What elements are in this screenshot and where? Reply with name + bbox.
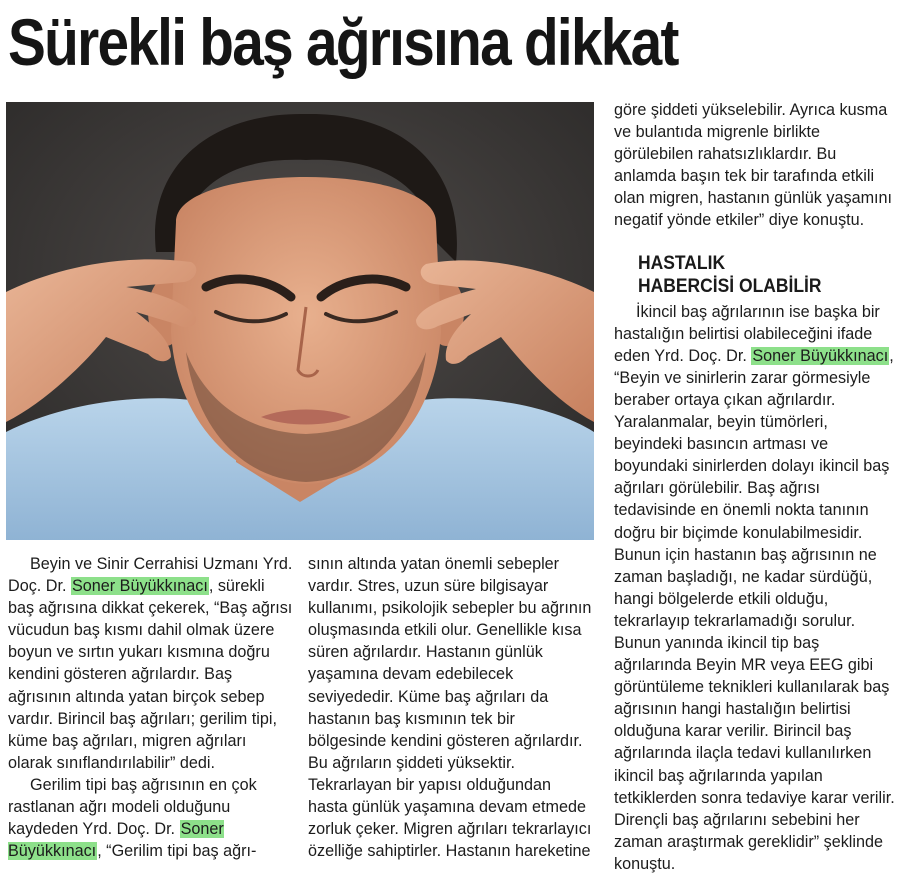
paragraph bbox=[8, 774, 294, 862]
paragraph-text: , “Beyin ve sinirlerin zarar görmesiyle beraber ortaya çıkan ağrılardır. Yaralanmalar, beyin tümörleri, beyindeki basıncın artması ve boyundaki sinirlerden dolayı ikincil baş ağrıları görülebilir. Baş ağrısı tedavisinde en önemli nokta tanının doğru bir biçimde konulabilmesidir. Bunun için hastanın baş ağrısının ne zaman başladığı, ne kadar sürdüğü, hangi bölgelerde etkili olduğu, tekrarlayıp tekrarlamadığı sorulur. Bunun yanında ikincil tip baş ağrılarında Beyin MR veya EEG gibi görüntüleme teknikleri kullanılarak baş ağrısının hangi hastalığın belirtisi olduğuna karar verilir. Birincil baş ağrılarında ilaçla tedavi kullanılırken ikincil baş ağrılarında yapılan tetkiklerden sonra tedaviye karar verilir. Dirençli baş ağrılarını sebebini her zaman araştırmak gereklidir” şeklinde konuştu. bbox=[614, 346, 895, 873]
paragraph-text: İkincil baş ağrılarının ise başka bir hastalığın belirtisi olabileceğini ifade eden Yrd. Doç. Dr. bbox=[614, 302, 880, 365]
paragraph-text: , sürekli baş ağrısına dikkat çekerek, “Baş ağrısı vücudun baş kısmı dahil olmak üzere boyun ve sırtın yukarı kısmına doğru kendini gösteren ağrılardır. Baş ağrısının altında yatan birçok sebep vardır. Birincil baş ağrıları; gerilim tipi, küme baş ağrıları, migren ağrıları olarak sınıflandırılabilir” dedi. bbox=[8, 577, 293, 772]
doctor-name-highlight: Soner Büyükkınacı bbox=[71, 577, 208, 596]
paragraph bbox=[8, 553, 294, 774]
text-column-3 bbox=[614, 99, 900, 875]
paragraph-text: Beyin ve Sinir Cerrahisi Uzmanı Yrd. Doç. Dr. bbox=[8, 555, 293, 596]
article-photo bbox=[6, 102, 594, 540]
text-column-1 bbox=[8, 553, 294, 862]
doctor-name-highlight: Soner Büyükkınacı bbox=[752, 346, 889, 365]
subheading-line-1: HASTALIK bbox=[638, 252, 726, 274]
text-column-2 bbox=[308, 553, 594, 862]
paragraph bbox=[614, 301, 900, 875]
subheading bbox=[638, 252, 879, 298]
doctor-name-highlight: Soner Büyükkınacı bbox=[8, 820, 224, 861]
paragraph: göre şiddeti yükselebilir. Ayrıca kusma ve bulantıda migrenle birlikte görülebilen rahatsızlıklardır. Bu anlamda başın tek bir tarafında etkili olan migren, hastanın günlük yaşamını negatif yönde etkiler” diye konuştu. bbox=[614, 101, 893, 230]
headline: Sürekli baş ağrısına dikkat bbox=[8, 5, 678, 79]
man-with-headache-illustration bbox=[6, 102, 594, 540]
paragraph: sının altında yatan önemli sebepler vardır. Stres, uzun süre bilgisayar kullanımı, psikolojik sebepler bu ağrının oluşmasında etkili olur. Genellikle kısa süren ağrılardır. Hastanın günlük yaşamına devam edebilecek seviyededir. Küme baş ağrıları da hastanın baş kısmının tek bir bölgesinde kendini gösteren ağrılardır. Bu ağrıların şiddeti yüksektir. Tekrarlayan bir yapısı olduğundan hasta günlük yaşamına devam etmede zorluk çeker. Migren ağrıları tekrarlayıcı özelliğe sahiptirler. Hastanın hareketine bbox=[308, 555, 592, 861]
subheading-line-2: HABERCİSİ OLABİLİR bbox=[638, 275, 822, 297]
paragraph-text: , “Gerilim tipi baş ağrı- bbox=[97, 842, 257, 861]
paragraph-text: Gerilim tipi baş ağrısının en çok rastlanan ağrı modeli olduğunu kaydeden Yrd. Doç. Dr. bbox=[8, 775, 257, 839]
